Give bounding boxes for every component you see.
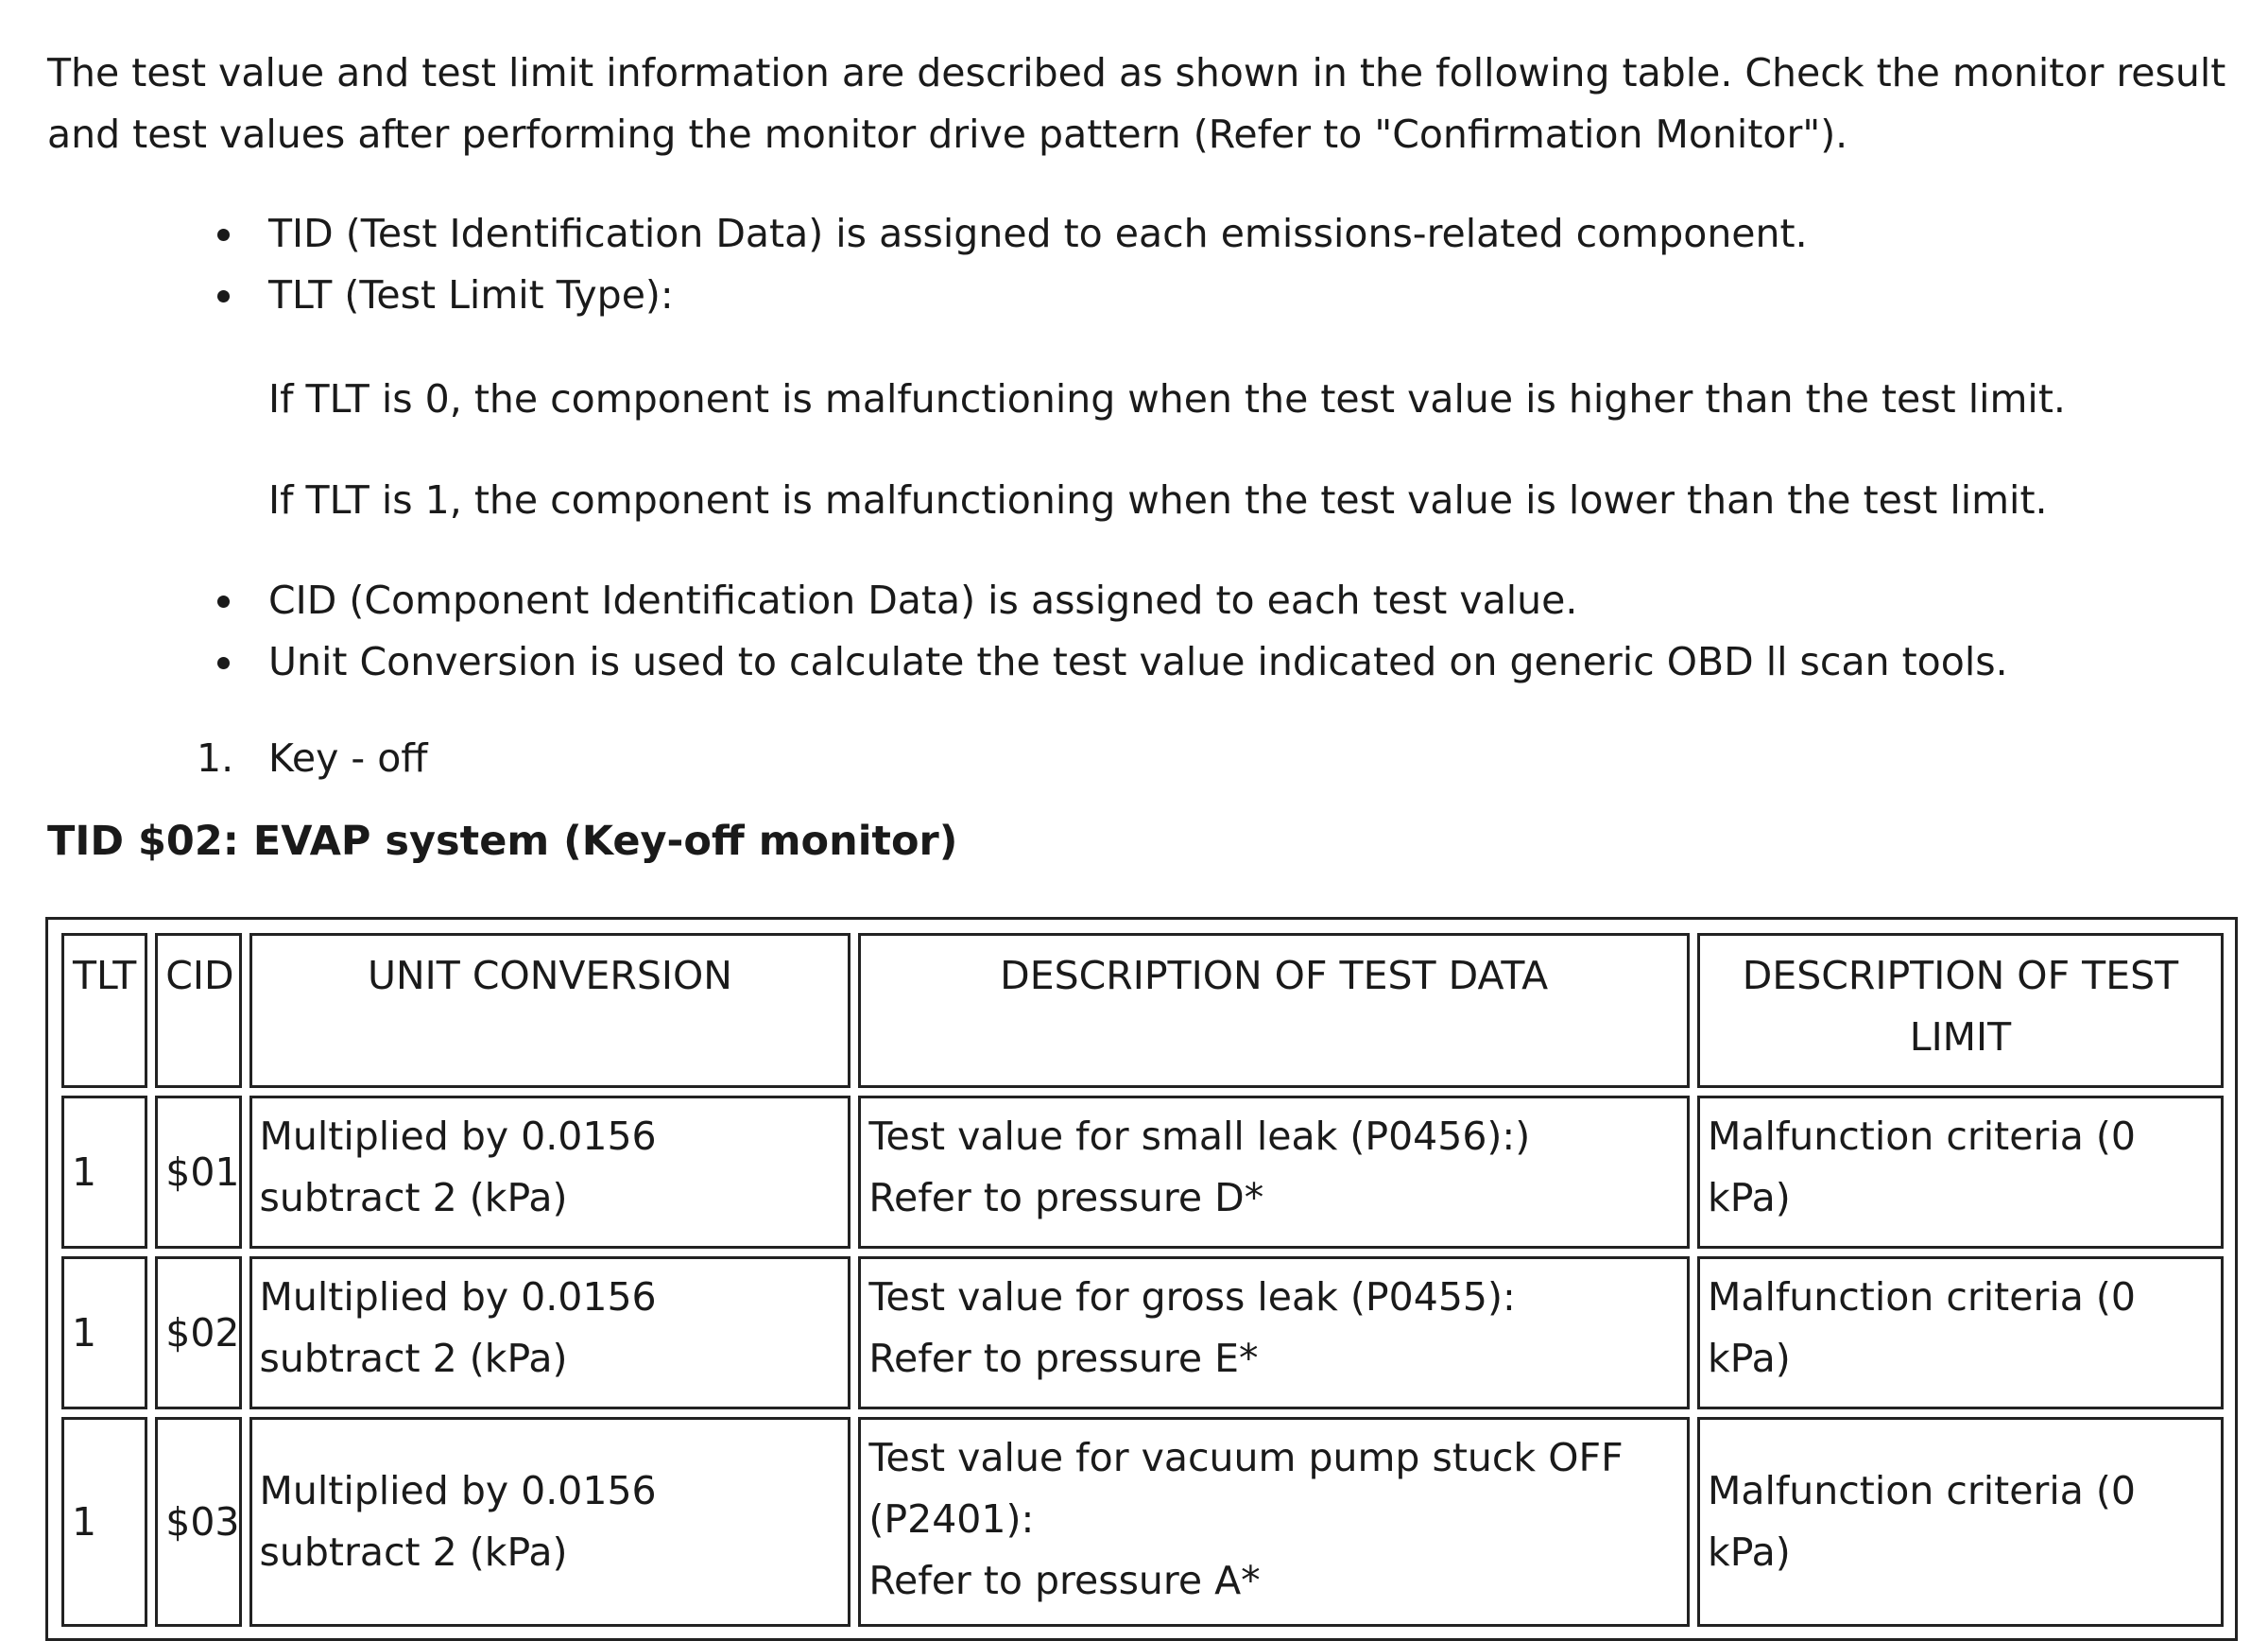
- definitions-list: [217, 203, 1808, 326]
- table-row: [61, 1096, 2224, 1249]
- cell-limit: Malfunction criteria (0 kPa): [1697, 1417, 2224, 1627]
- cell-limit: Malfunction criteria (0 kPa): [1697, 1256, 2224, 1409]
- header-description-test-limit: DESCRIPTION OF TEST LIMIT: [1697, 933, 2224, 1088]
- unit-line-2: subtract 2 (kPa): [259, 1175, 568, 1220]
- list-item: TLT (Test Limit Type):: [217, 265, 1808, 326]
- definitions-list-2: [217, 570, 2008, 693]
- cell-unit-conversion: [249, 1096, 851, 1249]
- header-tlt: TLT: [61, 933, 147, 1088]
- cell-description: [858, 1096, 1690, 1249]
- unit-line-1: Multiplied by 0.0156: [259, 1468, 657, 1513]
- desc-line-1: Test value for vacuum pump stuck OFF (P2401):: [868, 1435, 1624, 1542]
- cell-tlt: 1: [61, 1256, 147, 1409]
- cell-unit-conversion: [249, 1417, 851, 1627]
- list-item: TID (Test Identification Data) is assigned to each emissions-related component.: [217, 203, 1808, 265]
- unit-line-1: Multiplied by 0.0156: [259, 1274, 657, 1320]
- header-unit-conversion: UNIT CONVERSION: [249, 933, 851, 1088]
- section-heading: TID $02: EVAP system (Key-off monitor): [47, 818, 958, 865]
- cell-description: [858, 1256, 1690, 1409]
- cell-unit-conversion: [249, 1256, 851, 1409]
- step-number: 1.: [197, 735, 234, 781]
- cell-cid: $01: [155, 1096, 241, 1249]
- step-label: Key - off: [268, 735, 428, 781]
- cell-cid: $03: [155, 1417, 241, 1627]
- cell-description: [858, 1417, 1690, 1627]
- cell-cid: $02: [155, 1256, 241, 1409]
- desc-line-2: Refer to pressure A*: [868, 1558, 1261, 1603]
- list-item: CID (Component Identification Data) is assigned to each test value.: [217, 570, 2008, 631]
- table-row: [61, 1256, 2224, 1409]
- step-item: [197, 728, 428, 789]
- cell-tlt: 1: [61, 1096, 147, 1249]
- header-cid: CID: [155, 933, 241, 1088]
- desc-line-1: Test value for gross leak (P0455):: [868, 1274, 1516, 1320]
- table-header-row: [61, 933, 2224, 1088]
- desc-line-2: Refer to pressure E*: [868, 1336, 1259, 1381]
- intro-paragraph: The test value and test limit information are described as shown in the following table. Check the monitor result and test values after performing the monitor drive pattern (Refer to "Confirmation Monitor").: [47, 50, 2226, 157]
- header-description-test-data: DESCRIPTION OF TEST DATA: [858, 933, 1690, 1088]
- tlt-note-0: If TLT is 0, the component is malfunctioning when the test value is higher than the test limit.: [268, 376, 2066, 422]
- unit-line-1: Multiplied by 0.0156: [259, 1114, 657, 1159]
- desc-line-2: Refer to pressure D*: [868, 1175, 1264, 1220]
- test-data-table: [45, 917, 2238, 1641]
- unit-line-2: subtract 2 (kPa): [259, 1529, 568, 1575]
- desc-line-1: Test value for small leak (P0456):): [868, 1114, 1531, 1159]
- cell-limit: Malfunction criteria (0 kPa): [1697, 1096, 2224, 1249]
- table-row: [61, 1417, 2224, 1627]
- tlt-note-1: If TLT is 1, the component is malfunctioning when the test value is lower than the test limit.: [268, 477, 2048, 523]
- unit-line-2: subtract 2 (kPa): [259, 1336, 568, 1381]
- list-item: Unit Conversion is used to calculate the test value indicated on generic OBD ll scan tools.: [217, 631, 2008, 693]
- cell-tlt: 1: [61, 1417, 147, 1627]
